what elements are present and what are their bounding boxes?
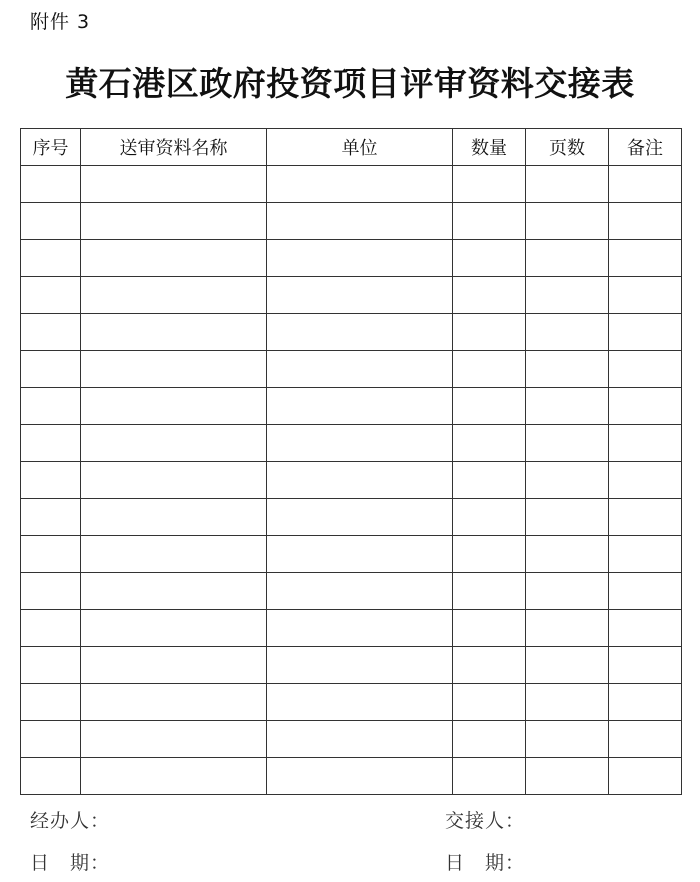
cell-unit [267, 314, 453, 351]
cell-unit [267, 758, 453, 795]
cell-serial-number [21, 314, 81, 351]
cell-material-name [81, 388, 267, 425]
cell-unit [267, 499, 453, 536]
cell-serial-number [21, 351, 81, 388]
cell-material-name [81, 721, 267, 758]
cell-quantity [453, 351, 526, 388]
cell-serial-number [21, 647, 81, 684]
table-row [21, 536, 682, 573]
cell-remarks [609, 647, 682, 684]
cell-page-count [526, 277, 609, 314]
cell-unit [267, 462, 453, 499]
cell-remarks [609, 314, 682, 351]
cell-remarks [609, 166, 682, 203]
cell-page-count [526, 240, 609, 277]
header-material-name: 送审资料名称 [81, 129, 267, 166]
cell-serial-number [21, 536, 81, 573]
cell-unit [267, 351, 453, 388]
header-remarks: 备注 [609, 129, 682, 166]
cell-remarks [609, 684, 682, 721]
table-row [21, 240, 682, 277]
cell-page-count [526, 684, 609, 721]
cell-remarks [609, 758, 682, 795]
cell-quantity [453, 758, 526, 795]
cell-serial-number [21, 277, 81, 314]
cell-serial-number [21, 721, 81, 758]
cell-quantity [453, 203, 526, 240]
cell-material-name [81, 647, 267, 684]
date-right-label: 日 期： [445, 852, 526, 874]
cell-page-count [526, 610, 609, 647]
cell-quantity [453, 462, 526, 499]
handler-label: 经办人： [30, 810, 111, 832]
cell-unit [267, 203, 453, 240]
cell-material-name [81, 240, 267, 277]
cell-quantity [453, 610, 526, 647]
cell-serial-number [21, 203, 81, 240]
cell-unit [267, 684, 453, 721]
cell-page-count [526, 536, 609, 573]
date-left-label: 日 期： [30, 852, 111, 874]
cell-material-name [81, 684, 267, 721]
table-row [21, 684, 682, 721]
cell-material-name [81, 314, 267, 351]
cell-material-name [81, 758, 267, 795]
table-row [21, 462, 682, 499]
cell-page-count [526, 166, 609, 203]
cell-remarks [609, 721, 682, 758]
cell-quantity [453, 425, 526, 462]
table-row [21, 573, 682, 610]
cell-material-name [81, 351, 267, 388]
cell-quantity [453, 684, 526, 721]
cell-remarks [609, 499, 682, 536]
cell-page-count [526, 758, 609, 795]
table-row [21, 314, 682, 351]
cell-unit [267, 388, 453, 425]
header-unit: 单位 [267, 129, 453, 166]
receiver-label: 交接人： [445, 810, 526, 832]
cell-quantity [453, 166, 526, 203]
cell-quantity [453, 573, 526, 610]
table-row [21, 610, 682, 647]
cell-serial-number [21, 425, 81, 462]
cell-quantity [453, 499, 526, 536]
cell-serial-number [21, 166, 81, 203]
cell-serial-number [21, 573, 81, 610]
table-header-row [21, 129, 682, 166]
cell-page-count [526, 499, 609, 536]
cell-material-name [81, 536, 267, 573]
cell-remarks [609, 573, 682, 610]
cell-serial-number [21, 240, 81, 277]
header-quantity: 数量 [453, 129, 526, 166]
table-row [21, 499, 682, 536]
cell-page-count [526, 573, 609, 610]
table-row [21, 166, 682, 203]
cell-remarks [609, 351, 682, 388]
table-row [21, 758, 682, 795]
table-row [21, 203, 682, 240]
cell-material-name [81, 277, 267, 314]
cell-page-count [526, 388, 609, 425]
header-serial-number: 序号 [21, 129, 81, 166]
cell-unit [267, 166, 453, 203]
cell-material-name [81, 166, 267, 203]
cell-quantity [453, 388, 526, 425]
cell-quantity [453, 647, 526, 684]
cell-page-count [526, 647, 609, 684]
cell-material-name [81, 610, 267, 647]
cell-remarks [609, 388, 682, 425]
cell-remarks [609, 536, 682, 573]
cell-serial-number [21, 758, 81, 795]
cell-material-name [81, 499, 267, 536]
cell-material-name [81, 425, 267, 462]
cell-remarks [609, 425, 682, 462]
table-row [21, 425, 682, 462]
cell-material-name [81, 573, 267, 610]
cell-unit [267, 240, 453, 277]
cell-remarks [609, 277, 682, 314]
attachment-label: 附件 3 [30, 11, 91, 33]
cell-page-count [526, 462, 609, 499]
cell-unit [267, 536, 453, 573]
cell-unit [267, 277, 453, 314]
cell-serial-number [21, 610, 81, 647]
cell-page-count [526, 314, 609, 351]
cell-unit [267, 647, 453, 684]
cell-serial-number [21, 684, 81, 721]
cell-page-count [526, 203, 609, 240]
table-row [21, 647, 682, 684]
header-page-count: 页数 [526, 129, 609, 166]
cell-material-name [81, 462, 267, 499]
handover-table [20, 128, 682, 795]
cell-page-count [526, 425, 609, 462]
cell-remarks [609, 240, 682, 277]
cell-page-count [526, 351, 609, 388]
table-row [21, 351, 682, 388]
cell-remarks [609, 203, 682, 240]
cell-serial-number [21, 499, 81, 536]
cell-unit [267, 425, 453, 462]
table-row [21, 388, 682, 425]
cell-quantity [453, 721, 526, 758]
table-row [21, 721, 682, 758]
table-body [21, 166, 682, 795]
cell-serial-number [21, 462, 81, 499]
cell-quantity [453, 277, 526, 314]
cell-quantity [453, 536, 526, 573]
cell-unit [267, 610, 453, 647]
cell-material-name [81, 203, 267, 240]
cell-quantity [453, 240, 526, 277]
cell-unit [267, 721, 453, 758]
cell-quantity [453, 314, 526, 351]
cell-serial-number [21, 388, 81, 425]
cell-page-count [526, 721, 609, 758]
cell-remarks [609, 462, 682, 499]
table-row [21, 277, 682, 314]
cell-unit [267, 573, 453, 610]
page-title: 黄石港区政府投资项目评审资料交接表 [65, 64, 635, 103]
cell-remarks [609, 610, 682, 647]
